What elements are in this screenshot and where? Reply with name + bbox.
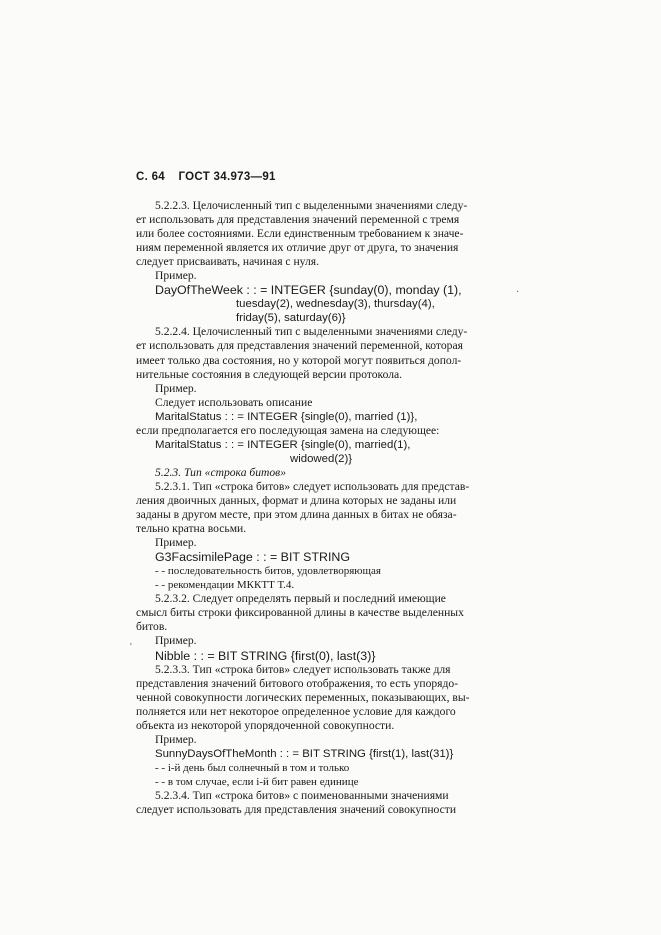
text-line: смысл биты строки фиксированной длины в качестве выделенных: [136, 606, 464, 620]
text-line: 5.2.2.4. Целочисленный тип с выделенными значениями следу-: [155, 325, 468, 339]
text-line: 5.2.3.3. Тип «строка битов» следует использовать также для: [155, 662, 451, 676]
text-line: ниям переменной является их отличие друг от друга, то значения: [136, 241, 459, 255]
code-line: SunnyDaysOfTheMonth : : = BIT STRING {first(1), last(31)}: [155, 747, 454, 760]
code-line: tuesday(2), wednesday(3), thursday(4),: [236, 298, 435, 311]
code-line: MaritalStatus : : = INTEGER {single(0), married (1)},: [155, 410, 418, 423]
example-label: Пример.: [155, 634, 197, 648]
scan-speck-icon: ·: [516, 287, 520, 298]
code-line: MaritalStatus : : = INTEGER {single(0), married(1),: [155, 438, 411, 451]
text-line: следует присваивать, начиная с нуля.: [136, 255, 319, 269]
section-heading: 5.2.3. Тип «строка битов»: [155, 465, 287, 479]
text-line: ет использовать для представления значений переменной, которая: [136, 339, 463, 353]
text-line: 5.2.2.3. Целочисленный тип с выделенными значениями следу-: [155, 199, 468, 212]
standard-code: ГОСТ 34.973—91: [178, 171, 276, 183]
example-label: Пример.: [155, 732, 197, 746]
text-line: полняется или нет некоторое определенное условие для каждого: [136, 704, 456, 718]
text-line: нительные состояния в следующей версии протокола.: [136, 367, 403, 381]
text-line: 5.2.3.1. Тип «строка битов» следует использовать для представ-: [155, 479, 470, 493]
code-line: friday(5), saturday(6)}: [236, 312, 346, 325]
text-line: имеет только два состояния, но у которой могут появиться допол-: [136, 353, 462, 367]
code-comment: - - последовательность битов, удовлетворяющая: [155, 565, 381, 578]
text-line: если предполагается его последующая замена на следующее:: [136, 423, 440, 437]
text-line: или более состояниями. Если единственным требованием к значе-: [136, 227, 464, 241]
example-label: Пример.: [155, 269, 197, 283]
code-line: widowed(2)}: [290, 452, 353, 465]
page-number: С. 64: [136, 171, 165, 183]
text-line: ченной совокупности логических переменных, показывающих, вы-: [136, 690, 470, 704]
code-comment: - - в том случае, если i-й бит равен единице: [155, 775, 359, 788]
text-line: тельно кратна восьми.: [136, 522, 247, 536]
text-line: 5.2.3.2. Следует определять первый и последний имеющие: [155, 592, 446, 606]
text-line: ления двоичных данных, формат и длина которых не заданы или: [136, 493, 457, 507]
text-line: битов.: [136, 620, 168, 634]
code-line: Nibble : : = BIT STRING {first(0), last(3)}: [155, 648, 376, 663]
text-line: Следует использовать описание: [155, 395, 313, 409]
text-line: 5.2.3.4. Тип «строка битов» с поименованными значениями: [155, 788, 449, 802]
scan-speck-icon: ': [130, 642, 132, 653]
code-comment: - - рекомендации МККТТ Т.4.: [155, 579, 295, 592]
text-line: объекта из некоторой упорядоченной совокупности.: [136, 718, 395, 732]
code-comment: - - i-й день был солнечный в том и только: [155, 761, 350, 774]
page-body: [136, 199, 508, 817]
example-label: Пример.: [155, 381, 197, 395]
code-line: G3FacsimilePage : : = BIT STRING: [155, 550, 350, 565]
text-line: ет использовать для представления значений переменной с тремя: [136, 213, 460, 227]
text-line: представления значений битового отображения, то есть упорядо-: [136, 676, 459, 690]
page-header: [136, 171, 276, 183]
text-line: заданы в другом месте, при этом длина данных в битах не обяза-: [136, 508, 457, 522]
example-label: Пример.: [155, 536, 197, 550]
code-line: DayOfTheWeek : : = INTEGER {sunday(0), monday (1),: [155, 283, 462, 298]
text-line: следует использовать для представления значений совокупности: [136, 803, 457, 817]
